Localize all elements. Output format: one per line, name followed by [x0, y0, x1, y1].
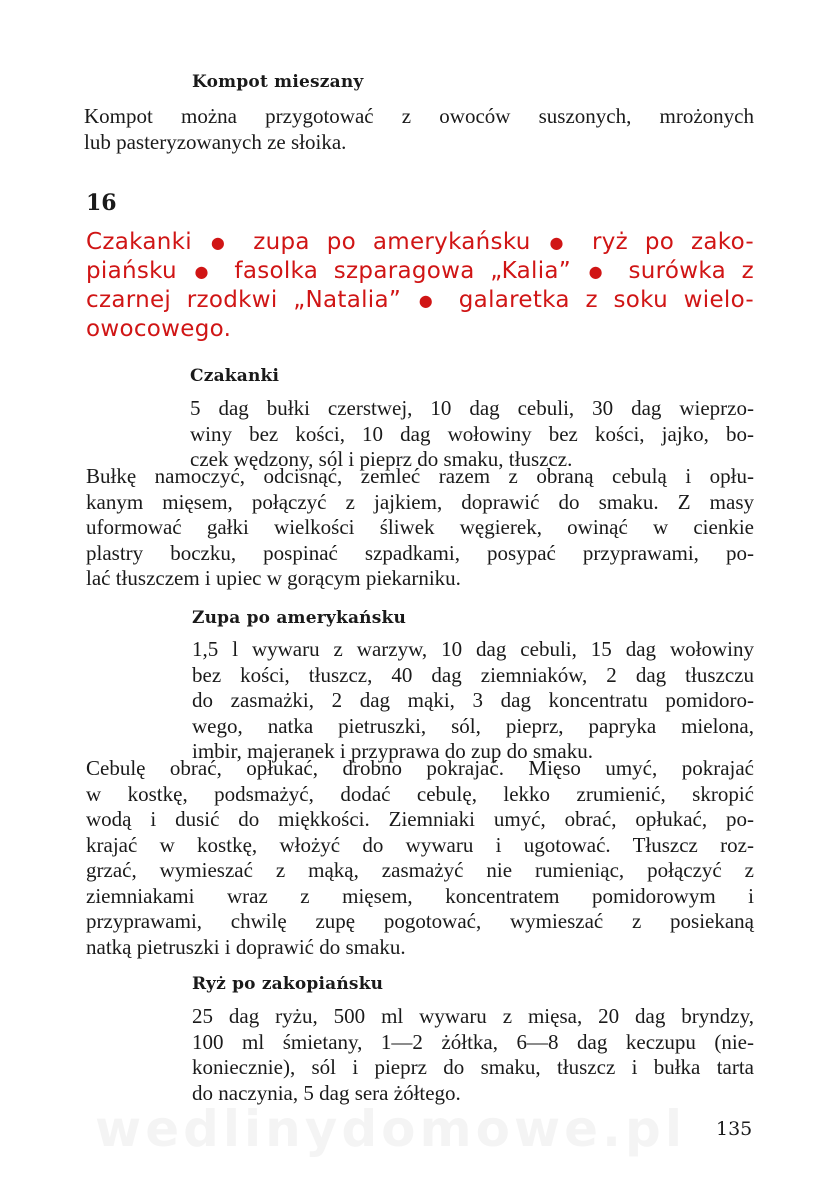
bullet-icon: ●	[588, 262, 611, 281]
method-line: natką pietruszki i doprawić do smaku.	[86, 934, 406, 959]
ingredient-line: 100 ml śmietany, 1—2 żółtka, 6—8 dag keczupu (nie-	[192, 1029, 754, 1054]
ingredients-zupa	[192, 637, 754, 765]
ingredient-line: 1,5 l wywaru z warzyw, 10 dag cebuli, 15 dag wołowiny	[192, 637, 754, 661]
ingredients-ryz	[192, 1004, 754, 1106]
method-line: kanym mięsem, połączyć z jajkiem, doprawić do smaku. Z masy	[86, 489, 754, 514]
recipe-title-ryz: Ryż po zakopiańsku	[192, 974, 384, 994]
method-zupa	[86, 756, 754, 960]
menu-dish-surowka-cont: czarnej rzodkwi „Natalia”	[86, 287, 402, 313]
menu-dish-galaretka: galaretka z soku wielo-	[458, 287, 754, 313]
page-number: 135	[716, 1118, 753, 1140]
ingredient-line: imbir, majeranek i przyprawa do zup do smaku.	[192, 739, 593, 763]
method-line: przyprawami, chwilę zupę pogotować, wymieszać z posiekaną	[86, 909, 754, 933]
ingredient-line: winy bez kości, 10 dag wołowiny bez kości, jajko, bo-	[190, 421, 754, 446]
method-line: krajać w kostkę, włożyć do wywaru i ugotować. Tłuszcz roz-	[86, 832, 754, 857]
ingredient-line: koniecznie), sól i pieprz do smaku, tłuszcz i bułka tarta	[192, 1055, 754, 1079]
method-line: ziemniakami wraz z mięsem, koncentratem pomidorowym i	[86, 883, 754, 908]
method-line: uformować gałki wielkości śliwek węgierek, owinąć w cienkie	[86, 515, 754, 539]
kompot-line: lub pasteryzowanych ze słoika.	[84, 129, 347, 154]
menu-title-line	[86, 315, 754, 344]
menu-title-line	[86, 257, 754, 286]
ingredient-line: do naczynia, 5 dag sera żółtego.	[192, 1080, 461, 1105]
method-line: grzać, wymieszać z mąką, zasmażyć nie rumieniąc, połączyć z	[86, 858, 754, 882]
ingredient-line: 5 dag bułki czerstwej, 10 dag cebuli, 30 dag wieprzo-	[190, 396, 754, 420]
kompot-text	[84, 104, 754, 155]
recipe-title-zupa: Zupa po amerykańsku	[192, 608, 407, 628]
ingredient-line: czek wędzony, sól i pieprz do smaku, tłuszcz.	[190, 447, 573, 471]
menu-title-line	[86, 228, 754, 257]
bullet-icon: ●	[194, 262, 217, 281]
method-line: Cebulę obrać, opłukać, drobno pokrajać. Mięso umyć, pokrajać	[86, 756, 754, 780]
method-line: lać tłuszczem i upiec w gorącym piekarniku.	[86, 566, 461, 590]
bullet-icon: ●	[210, 233, 235, 252]
menu-dish-surowka: surówka z	[628, 258, 754, 284]
method-line: w kostkę, podsmażyć, dodać cebulę, lekko zrumienić, skropić	[86, 781, 754, 806]
menu-title-line	[86, 286, 754, 315]
kompot-line: Kompot można przygotować z owoców suszonych, mrożonych	[84, 104, 754, 128]
ingredient-line: wego, natka pietruszki, sól, pieprz, papryka mielona,	[192, 713, 754, 738]
method-czakanki	[86, 464, 754, 592]
bullet-icon: ●	[549, 233, 574, 252]
menu-dish-ryz: ryż po zako-	[591, 229, 754, 255]
method-line: Bułkę namoczyć, odcisnąć, zemleć razem z obraną cebulą i opłu-	[86, 464, 754, 488]
menu-dish-zupa: zupa po amerykańsku	[253, 229, 531, 255]
menu-dish-czakanki: Czakanki	[86, 229, 192, 255]
ingredient-line: 25 dag ryżu, 500 ml wywaru z mięsa, 20 dag bryndzy,	[192, 1004, 754, 1028]
recipe-title-czakanki: Czakanki	[190, 366, 280, 386]
menu-dish-ryz-cont: piańsku	[86, 258, 177, 284]
ingredient-line: bez kości, tłuszcz, 40 dag ziemniaków, 2 dag tłuszczu	[192, 662, 754, 687]
menu-dish-fasolka: fasolka szparagowa „Kalia”	[234, 258, 572, 284]
ingredients-czakanki	[190, 396, 754, 473]
method-line: plastry boczku, pospinać szpadkami, posypać przyprawami, po-	[86, 540, 754, 565]
watermark-text	[95, 1100, 686, 1158]
ingredient-line: do zasmażki, 2 dag mąki, 3 dag koncentratu pomidoro-	[192, 688, 754, 712]
kompot-title: Kompot mieszany	[192, 72, 364, 92]
bullet-icon: ●	[418, 291, 442, 310]
method-line: wodą i dusić do miękkości. Ziemniaki umyć, obrać, opłukać, po-	[86, 807, 754, 831]
menu-dish-galaretka-cont: owocowego.	[86, 316, 232, 342]
menu-number: 16	[86, 190, 117, 216]
menu-title	[86, 228, 754, 344]
